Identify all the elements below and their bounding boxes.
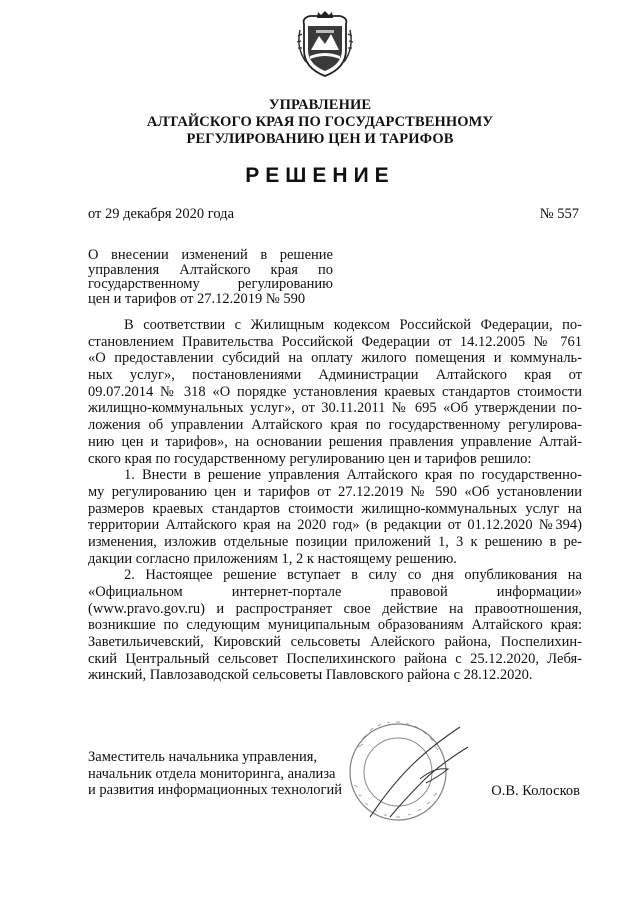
signer-position — [88, 749, 342, 799]
body-line: (www.pravo.gov.ru) и распространяет свое действие на правоотношения, — [88, 600, 582, 617]
body-line: му регулированию цен и тарифов от 27.12.2019 № 590 «Об установлении — [88, 483, 582, 500]
body-line: Заветильичевский, Кировский сельсоветы Алейского района, Поспелихин- — [88, 634, 582, 651]
paragraph-item-1 — [88, 467, 582, 567]
signer-name: О.В. Колосков — [491, 783, 580, 799]
body-line: «Официальном интернет-портале правовой информации» — [88, 584, 582, 600]
body-line: 1. Внести в решение управления Алтайского края по государственно- — [124, 467, 582, 484]
body-line: размеров краевых стандартов стоимости жилищно-коммунальных услуг на — [88, 500, 582, 517]
org-line-1: УПРАВЛЕНИЕ — [268, 97, 372, 113]
body-line: 2. Настоящее решение вступает в силу со дня опубликования на — [124, 567, 582, 584]
official-stamp-and-signature — [330, 707, 470, 832]
subject-line: управления Алтайского края по — [88, 261, 333, 278]
org-line-2: АЛТАЙСКОГО КРАЯ ПО ГОСУДАРСТВЕННОМУ — [146, 114, 494, 130]
subject-line: государственному регулированию — [88, 276, 333, 292]
body-line: территории Алтайского края на 2020 год» (в редакции от 01.12.2020 №394) — [88, 517, 582, 534]
body-line: становлением Правительства Российской Федерации от 14.12.2005 № 761 — [88, 333, 582, 350]
coat-of-arms-icon — [296, 10, 354, 80]
body-line: 09.07.2014 № 318 «О порядке установления краевых стандартов стоимости — [88, 383, 582, 400]
body-line: ский Центральный сельсовет Поспелихинского района с 25.12.2020, Лебя- — [88, 650, 582, 667]
paragraph-item-2 — [88, 567, 582, 684]
document-number: № 557 — [539, 206, 579, 222]
org-line-3: РЕГУЛИРОВАНИЮ ЦЕН И ТАРИФОВ — [186, 131, 454, 147]
subject-line: О внесении изменений в решение — [88, 247, 333, 263]
body-line: нию цен и тарифов», на основании решения правления управление Алтай- — [88, 433, 582, 450]
body-line: «О предоставлении субсидий на оплату жилого помещения и коммуналь- — [88, 350, 582, 367]
body-line: изменения, изложив отдельные позиции приложений 1, 3 к решению в ре- — [88, 533, 582, 550]
document-subject — [88, 248, 333, 306]
body-line: В соответствии с Жилищным кодексом Российской Федерации, по- — [124, 317, 582, 333]
body-line: жинский, Павлозаводской сельсоветы Павловского района с 28.12.2020. — [88, 667, 533, 684]
body-line: ложения об управлении Алтайского края по государственному регулирова- — [88, 417, 582, 434]
signer-position-line: начальник отдела мониторинга, анализа — [88, 765, 336, 782]
signer-position-line: и развития информационных технологий — [88, 782, 343, 799]
body-line: ных услуг», постановлениями Администрации Алтайского края от — [88, 367, 582, 384]
document-type-title: РЕШЕНИЕ — [245, 164, 395, 187]
body-line: ского края по государственному регулированию цен и тарифов решило: — [88, 450, 532, 467]
body-line: жилищно-коммунальных услуг», от 30.11.2011 № 695 «Об утверждении по- — [88, 400, 582, 417]
signer-position-line: Заместитель начальника управления, — [88, 749, 318, 765]
body-line: дакции согласно приложениям 1, 2 к настоящему решению. — [88, 550, 457, 567]
paragraph-preamble — [88, 317, 582, 467]
body-line: возникшие по следующим муниципальным образованиям Алтайского края: — [88, 617, 582, 634]
organization-name — [100, 97, 540, 148]
subject-line: цен и тарифов от 27.12.2019 № 590 — [88, 290, 306, 307]
document-date: от 29 декабря 2020 года — [88, 206, 234, 222]
document-body — [88, 317, 582, 684]
